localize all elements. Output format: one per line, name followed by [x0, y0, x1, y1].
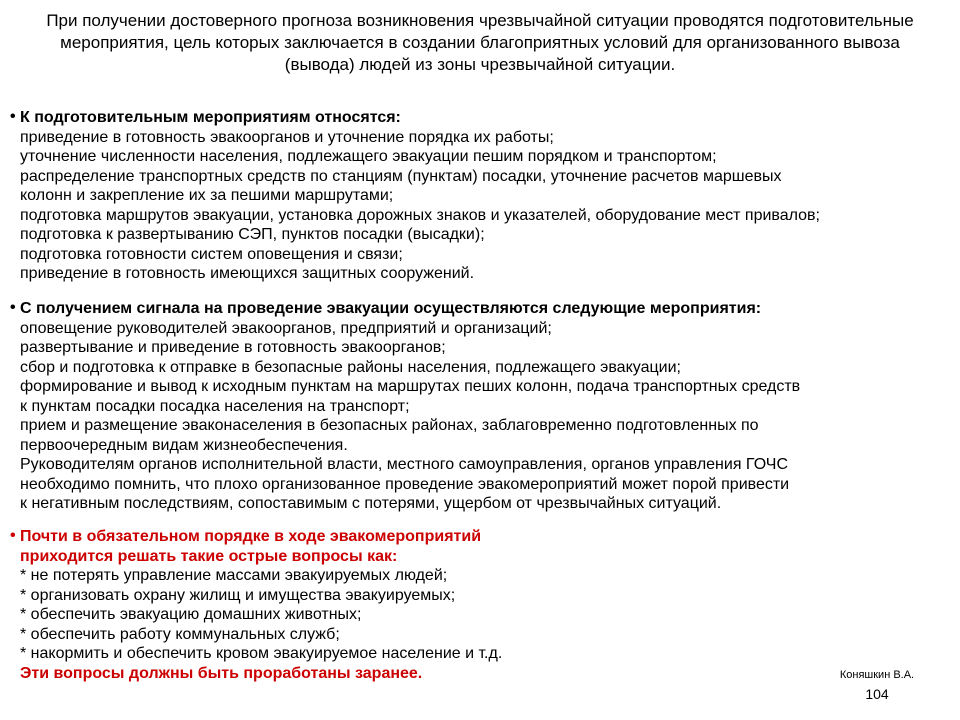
list-item: * обеспечить работу коммунальных служб; [20, 625, 340, 643]
list-item: колонн и закрепление их за пешими маршрутами; [20, 187, 394, 204]
list-item: уточнение численности населения, подлежащего эвакуации пешим порядком и транспортом; [20, 148, 717, 165]
list-item: оповещение руководителей эвакоорганов, предприятий и организаций; [20, 319, 552, 337]
bullet-icon: • [10, 108, 16, 125]
list-item: подготовка готовности систем оповещения и связи; [20, 245, 403, 263]
list-item: подготовка к развертыванию СЭП, пунктов посадки (высадки); [20, 226, 485, 243]
list-item: * не потерять управление массами эвакуируемых людей; [20, 567, 448, 584]
list-item: подготовка маршрутов эвакуации, установка дорожных знаков и указателей, оборудование мест привалов; [20, 206, 820, 224]
list-item: * организовать охрану жилищ и имущества эвакуируемых; [20, 586, 456, 604]
list-item: прием и размещение эваконаселения в безопасных районах, заблаговременно подготовленных по [20, 417, 759, 434]
author-name: Коняшкин В.А. [839, 669, 915, 681]
list-item: Руководителям органов исполнительной власти, местного самоуправления, органов управления ГОЧС [20, 456, 789, 473]
section-urgent-issues [10, 527, 955, 683]
section-evacuation-signal-measures [10, 299, 955, 514]
list-item: формирование и вывод к исходным пунктам на маршрутах пеших колонн, подача транспортных средств [20, 378, 801, 395]
section-title-line1: Почти в обязательном порядке в ходе эвакомероприятий [20, 528, 482, 545]
closing-note: Эти вопросы должны быть проработаны заранее. [20, 664, 423, 682]
section-heading [10, 299, 955, 319]
section-title: С получением сигнала на проведение эвакуации осуществляются следующие мероприятия: [20, 300, 762, 317]
list-item: к негативным последствиям, сопоставимым с потерями, ущербом от чрезвычайных ситуаций. [20, 495, 722, 512]
bullet-icon: • [10, 299, 16, 316]
list-item: распределение транспортных средств по станциям (пунктам) посадки, уточнение расчетов маршевых [20, 167, 782, 185]
section-preparatory-measures [10, 108, 955, 284]
list-item: необходимо помнить, что плохо организованное проведение эвакомероприятий может порой привести [20, 475, 790, 493]
list-item: приведение в готовность эвакоорганов и уточнение порядка их работы; [20, 128, 554, 146]
list-item: первоочередным видам жизнеобеспечения. [20, 436, 348, 454]
intro-paragraph: При получении достоверного прогноза возникновения чрезвычайной ситуации проводятся подготовительные мероприятия, цель которых заключается в создании благоприятных условий для организованного вывоза (вывода) людей из зоны чрезвычайной ситуации. [46, 11, 914, 74]
section-title-line2: приходится решать такие острые вопросы как: [20, 547, 398, 565]
list-item: сбор и подготовка к отправке в безопасные районы населения, подлежащего эвакуации; [20, 358, 681, 376]
list-item: развертывание и приведение в готовность эвакоорганов; [20, 339, 446, 356]
list-item: к пунктам посадки посадка населения на транспорт; [20, 397, 410, 415]
page-number: 104 [865, 686, 889, 702]
section-heading [10, 527, 955, 547]
section-heading [10, 108, 955, 128]
bullet-icon: • [10, 527, 16, 544]
section-title: К подготовительным мероприятиям относятся: [20, 109, 401, 126]
list-item: приведение в готовность имеющихся защитных сооружений. [20, 265, 475, 282]
list-item: * обеспечить эвакуацию домашних животных; [20, 606, 362, 623]
list-item: * накормить и обеспечить кровом эвакуируемое население и т.д. [20, 645, 503, 662]
